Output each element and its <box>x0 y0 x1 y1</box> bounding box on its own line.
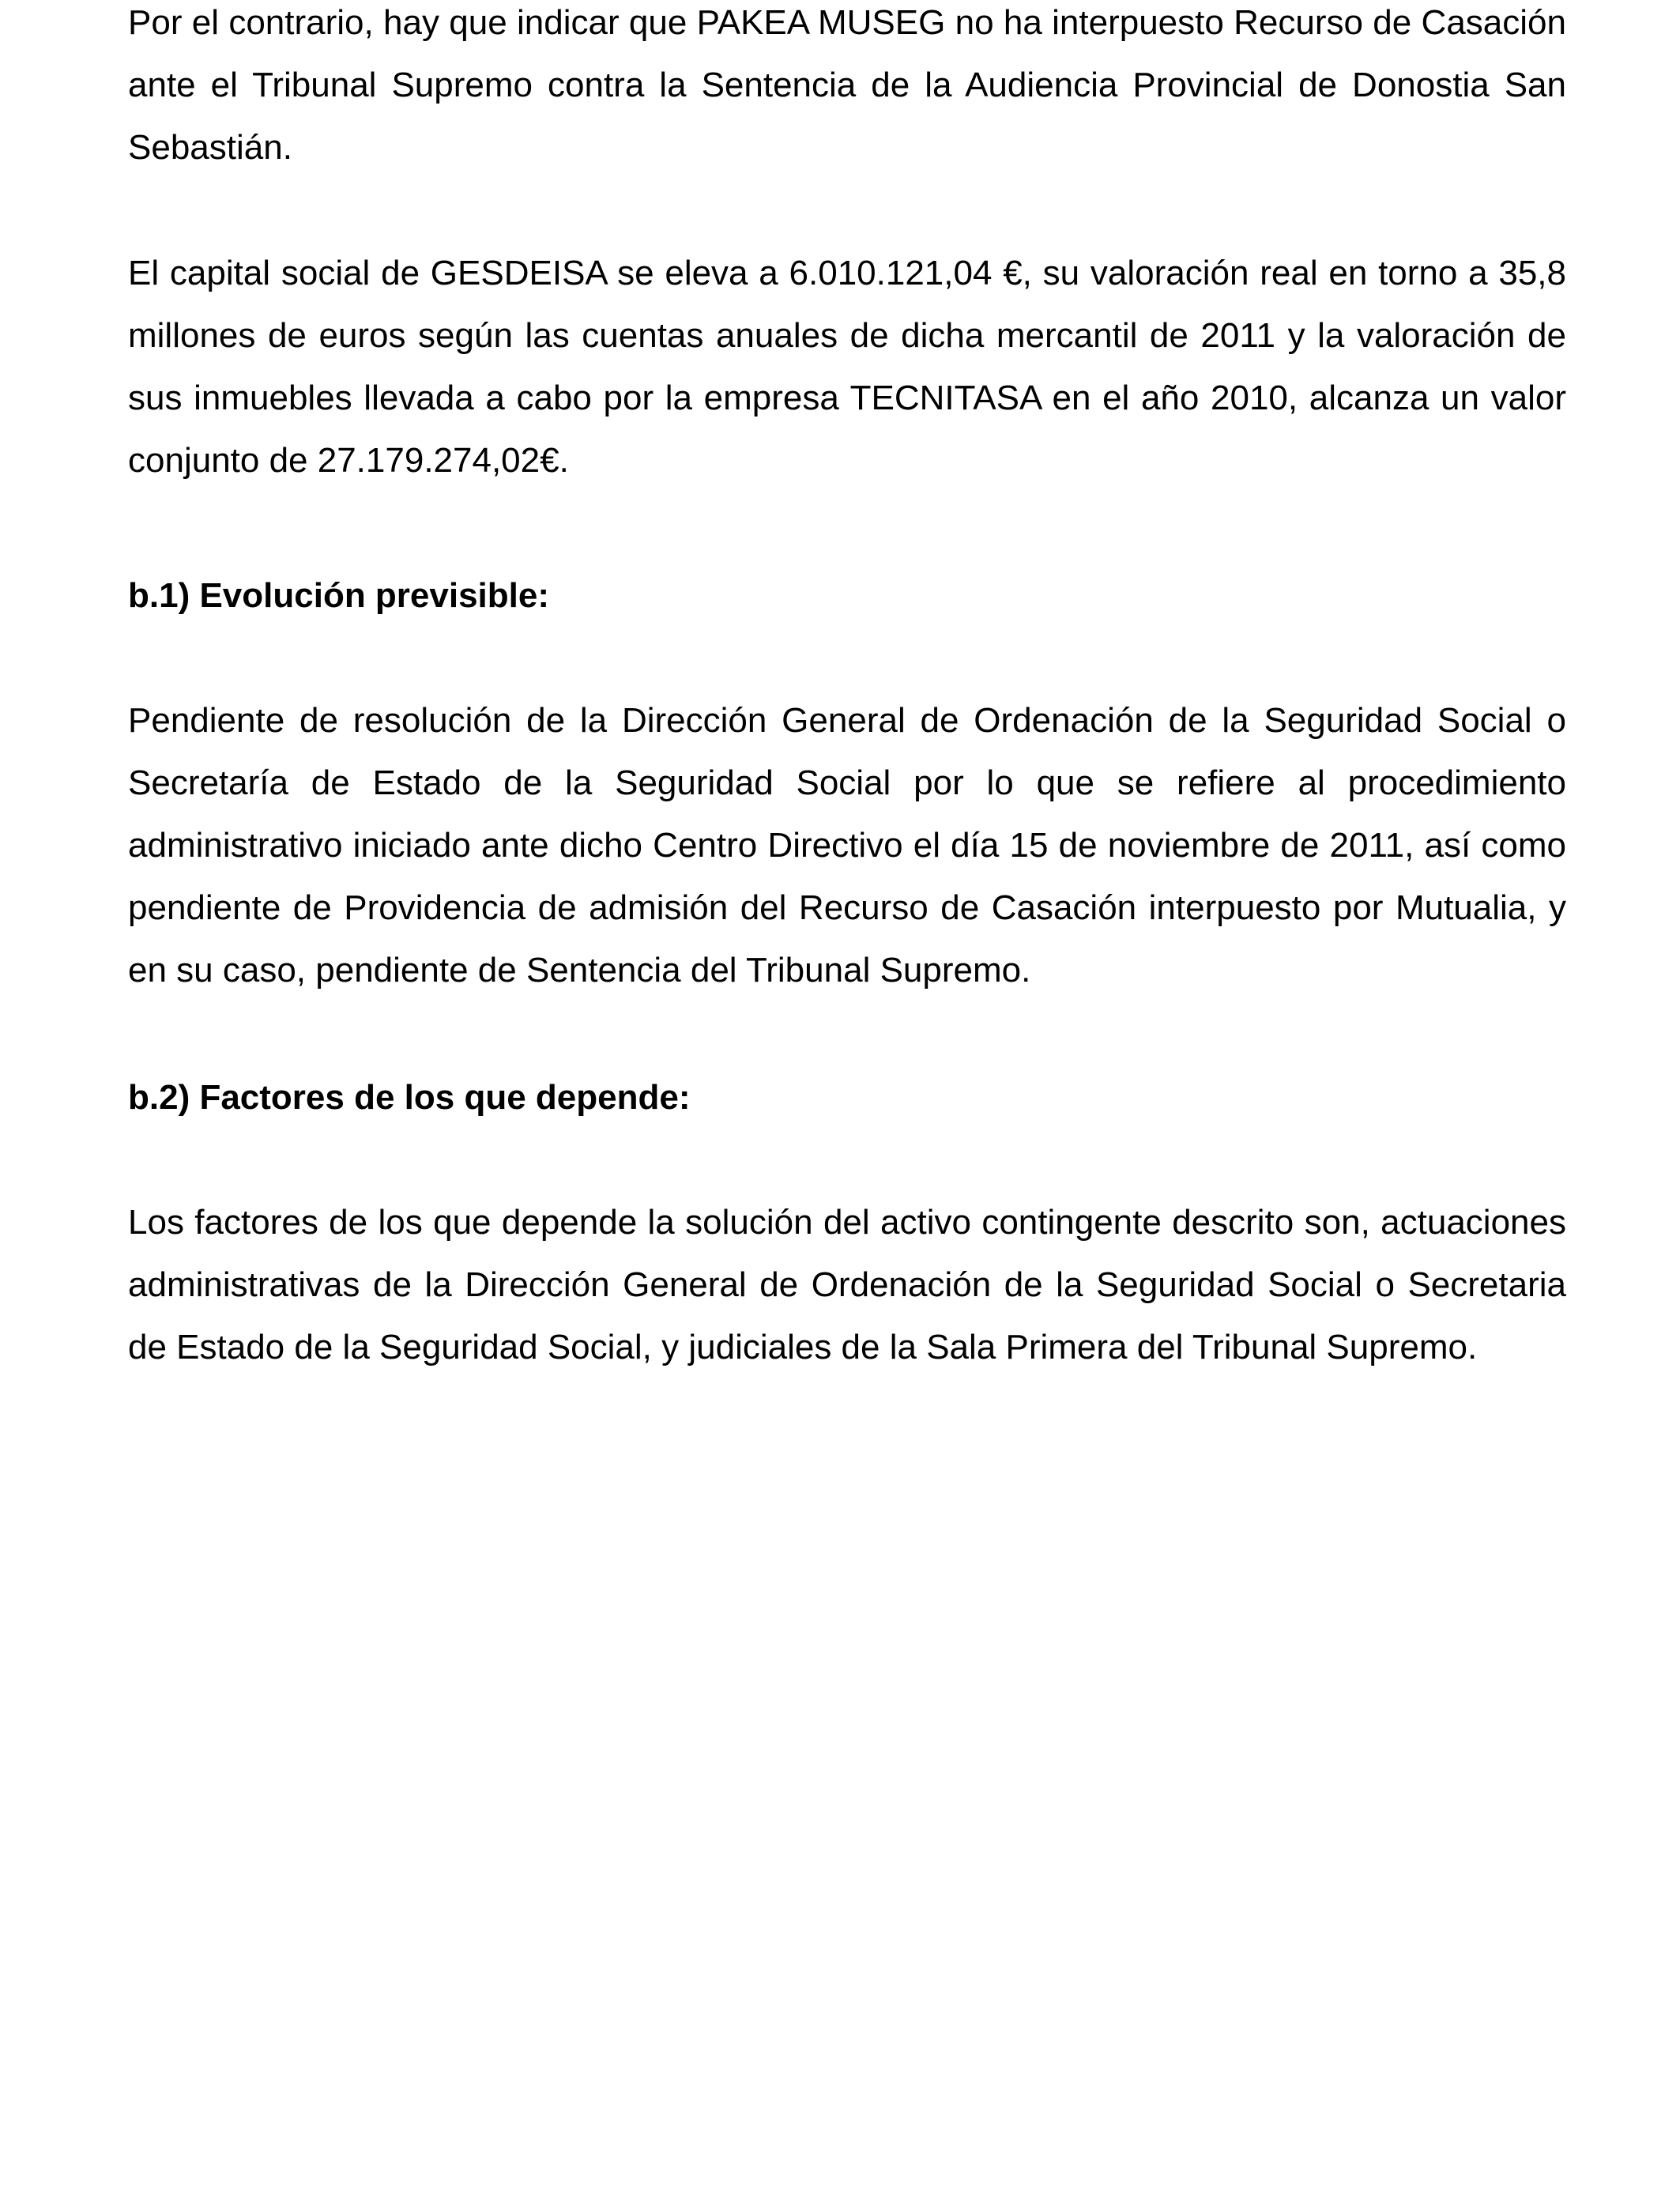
heading-factores: b.2) Factores de los que depende: <box>128 1078 691 1117</box>
heading-evolucion-previsible: b.1) Evolución previsible: <box>128 576 550 615</box>
paragraph-factores: Los factores de los que depende la solución del activo contingente descrito son, actuaciones administrativas de la Dirección General de Ordenación de la Seguridad Social o Secretaria de Estado de la Seguridad Social, y judiciales de la Sala Primera del Tribunal Supremo. <box>128 1203 1566 1367</box>
paragraph-casacion: Por el contrario, hay que indicar que PAKEA MUSEG no ha interpuesto Recurso de Casación ante el Tribunal Supremo contra la Sentencia de la Audiencia Provincial de Donostia San Sebastián. <box>128 3 1566 167</box>
paragraph-capital-social: El capital social de GESDEISA se eleva a 6.010.121,04 €, su valoración real en torno a 35,8 millones de euros según las cuentas anuales de dicha mercantil de 2011 y la valoración de sus inmuebles llevada a cabo por la empresa TECNITASA en el año 2010, alcanza un valor conjunto de 27.179.274,02€. <box>128 254 1566 480</box>
paragraph-evolucion: Pendiente de resolución de la Dirección General de Ordenación de la Seguridad Social o Secretaría de Estado de la Seguridad Social por lo que se refiere al procedimiento administrativo iniciado ante dicho Centro Directivo el día 15 de noviembre de 2011, así como pendiente de Providencia de admisión del Recurso de Casación interpuesto por Mutualia, y en su caso, pendiente de Sentencia del Tribunal Supremo. <box>128 701 1566 990</box>
